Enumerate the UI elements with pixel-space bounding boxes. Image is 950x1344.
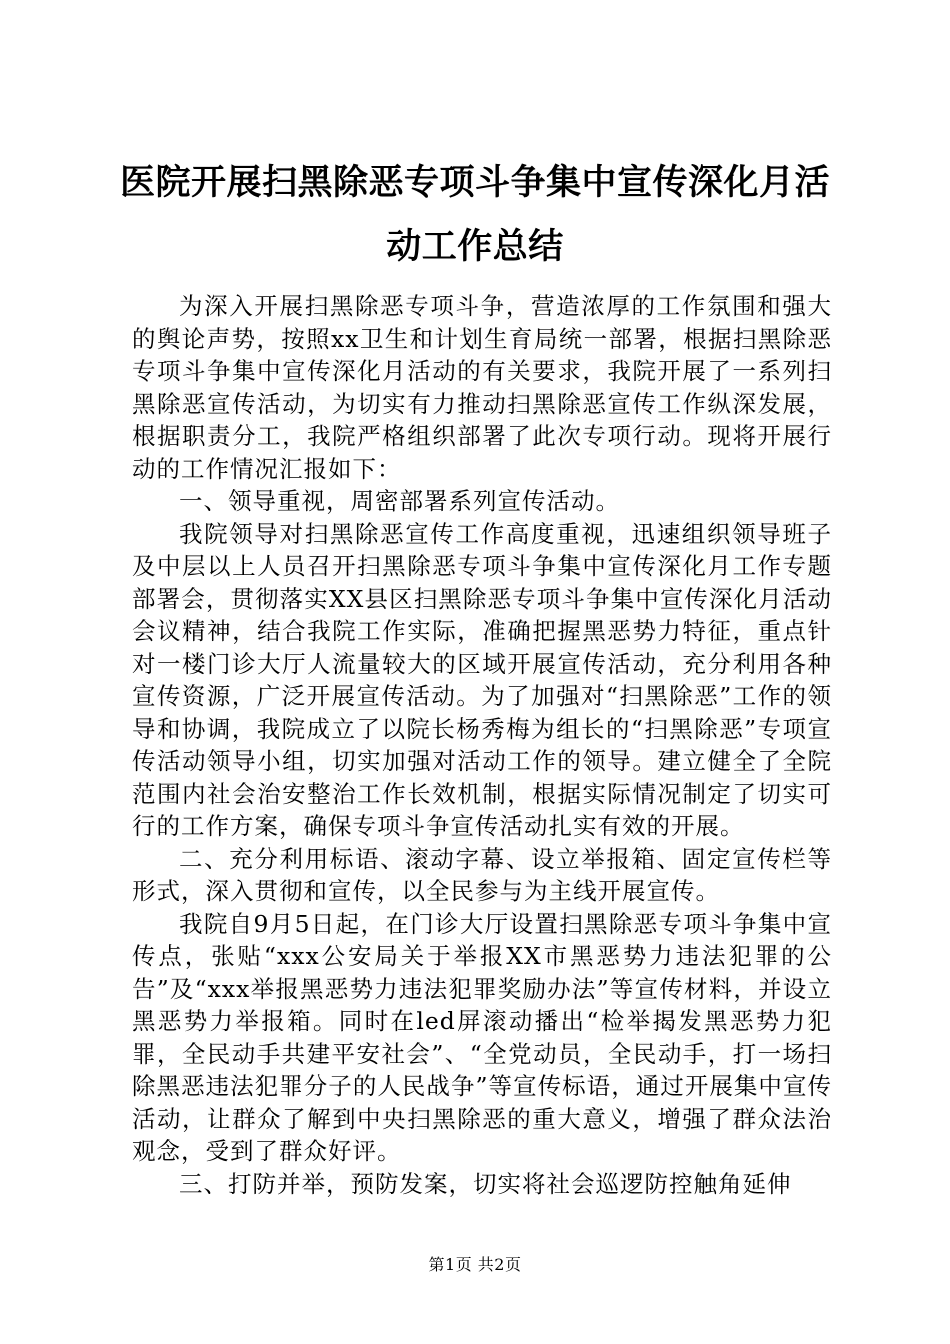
paragraph-intro: 为深入开展扫黑除恶专项斗争，营造浓厚的工作氛围和强大的舆论声势，按照xx卫生和计划生育局统一部署，根据扫黑除恶专项斗争集中宣传深化月活动的有关要求，我院开展了一系列扫黑除恶宣传活动，为切实有力推动扫黑除恶宣传工作纵深发展，根据职责分工，我院严格组织部署了此次专项行动。现将开展行动的工作情况汇报如下： xyxy=(132,292,832,483)
page-footer: 第1页 共2页 xyxy=(428,1255,522,1274)
section-heading-2: 二、充分利用标语、滚动字幕、设立举报箱、固定宣传栏等形式，深入贯彻和宣传，以全民参与为主线开展宣传。 xyxy=(132,844,832,905)
section-heading-3: 三、打防并举，预防发案，切实将社会巡逻防控触角延伸 xyxy=(179,1169,792,1198)
paragraph-section-1: 我院领导对扫黑除恶宣传工作高度重视，迅速组织领导班子及中层以上人员召开扫黑除恶专项斗争集中宣传深化月工作专题部署会，贯彻落实XX县区扫黑除恶专项斗争集中宣传深化月活动会议精神，结合我院工作实际，准确把握黑恶势力特征，重点针对一楼门诊大厅人流量较大的区域开展宣传活动，充分利用各种宣传资源，广泛开展宣传活动。为了加强对“扫黑除恶”工作的领导和协调，我院成立了以院长杨秀梅为组长的“扫黑除恶”专项宣传活动领导小组，切实加强对活动工作的领导。建立健全了全院范围内社会治安整治工作长效机制，根据实际情况制定了切实可行的工作方案，确保专项斗争宣传活动扎实有效的开展。 xyxy=(132,519,832,840)
document-body xyxy=(132,290,832,1200)
document-title-line-2: 动工作总结 xyxy=(386,227,564,267)
document-title-line-1: 医院开展扫黑除恶专项斗争集中宣传深化月活 xyxy=(119,163,830,203)
paragraph-section-2: 我院自9月5日起，在门诊大厅设置扫黑除恶专项斗争集中宣传点，张贴“xxx公安局关于举报XX市黑恶势力违法犯罪的公告”及“xxx举报黑恶势力违法犯罪奖励办法”等宣传材料，并设立黑恶势力举报箱。同时在led屏滚动播出“检举揭发黑恶势力犯罪，全民动手共建平安社会”、“全党动员，全民动手，打一场扫除黑恶违法犯罪分子的人民战争”等宣传标语，通过开展集中宣传活动，让群众了解到中央扫黑除恶的重大意义，增强了群众法治观念，受到了群众好评。 xyxy=(132,909,832,1165)
section-heading-1: 一、领导重视，周密部署系列宣传活动。 xyxy=(179,487,620,515)
